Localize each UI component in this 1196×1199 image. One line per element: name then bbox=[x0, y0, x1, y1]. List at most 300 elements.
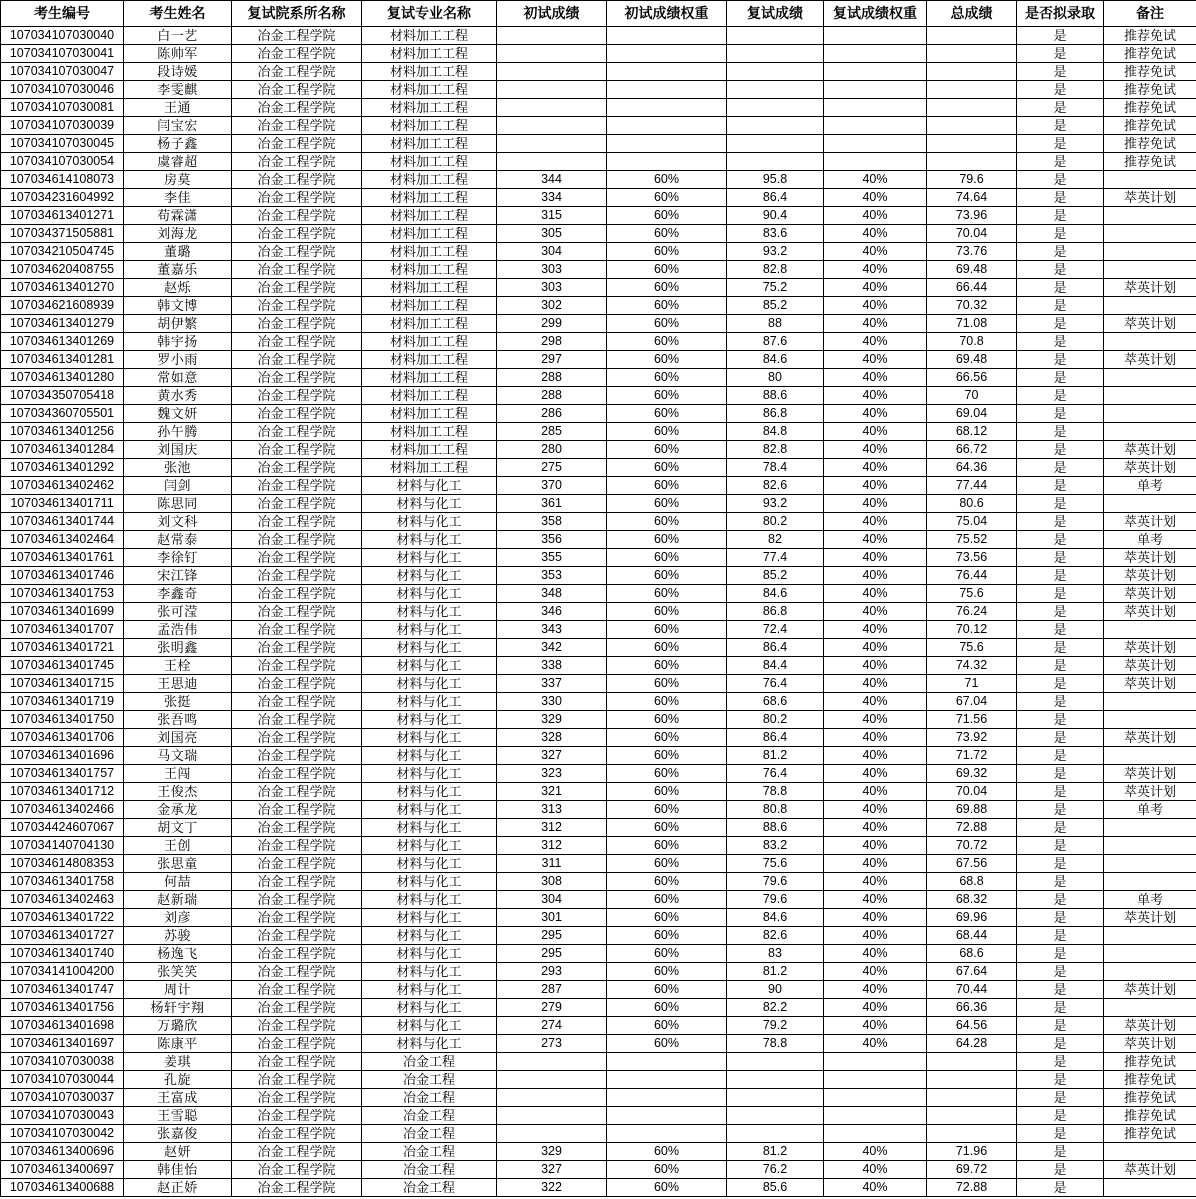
cell-department: 冶金工程学院 bbox=[232, 333, 362, 351]
cell-remarks: 萃英计划 bbox=[1104, 567, 1196, 585]
cell-retest-weight: 40% bbox=[824, 711, 927, 729]
cell-remarks: 推荐免试 bbox=[1104, 135, 1196, 153]
cell-admitted: 是 bbox=[1017, 63, 1104, 81]
cell-initial-score: 305 bbox=[497, 225, 607, 243]
cell-initial-weight: 60% bbox=[607, 819, 727, 837]
cell-remarks bbox=[1104, 873, 1196, 891]
cell-exam-number: 107034613401292 bbox=[1, 459, 124, 477]
cell-retest-weight bbox=[824, 135, 927, 153]
cell-candidate-name: 闫宝宏 bbox=[124, 117, 232, 135]
cell-admitted: 是 bbox=[1017, 1107, 1104, 1125]
cell-initial-weight: 60% bbox=[607, 747, 727, 765]
cell-candidate-name: 李徐钉 bbox=[124, 549, 232, 567]
cell-major: 冶金工程 bbox=[362, 1125, 497, 1143]
cell-candidate-name: 张可滢 bbox=[124, 603, 232, 621]
cell-initial-weight: 60% bbox=[607, 423, 727, 441]
cell-admitted: 是 bbox=[1017, 459, 1104, 477]
cell-major: 材料与化工 bbox=[362, 711, 497, 729]
cell-total-score bbox=[927, 1089, 1017, 1107]
cell-initial-score: 302 bbox=[497, 297, 607, 315]
cell-initial-score: 304 bbox=[497, 243, 607, 261]
table-row bbox=[1, 81, 1196, 99]
cell-major: 材料加工工程 bbox=[362, 441, 497, 459]
cell-initial-score: 311 bbox=[497, 855, 607, 873]
cell-initial-score bbox=[497, 1125, 607, 1143]
cell-retest-weight: 40% bbox=[824, 927, 927, 945]
cell-candidate-name: 张明鑫 bbox=[124, 639, 232, 657]
column-header-total-score: 总成绩 bbox=[927, 1, 1017, 27]
cell-admitted: 是 bbox=[1017, 153, 1104, 171]
cell-total-score: 64.56 bbox=[927, 1017, 1017, 1035]
cell-initial-weight: 60% bbox=[607, 189, 727, 207]
cell-total-score: 67.04 bbox=[927, 693, 1017, 711]
table-row bbox=[1, 513, 1196, 531]
cell-retest-weight bbox=[824, 1071, 927, 1089]
cell-initial-weight: 60% bbox=[607, 1017, 727, 1035]
cell-major: 材料与化工 bbox=[362, 855, 497, 873]
cell-initial-score: 304 bbox=[497, 891, 607, 909]
cell-remarks: 萃英计划 bbox=[1104, 315, 1196, 333]
cell-major: 冶金工程 bbox=[362, 1143, 497, 1161]
cell-admitted: 是 bbox=[1017, 621, 1104, 639]
cell-total-score: 71.72 bbox=[927, 747, 1017, 765]
table-body bbox=[1, 27, 1196, 1197]
table-row bbox=[1, 1071, 1196, 1089]
cell-initial-score: 295 bbox=[497, 927, 607, 945]
cell-exam-number: 107034613401746 bbox=[1, 567, 124, 585]
cell-initial-weight: 60% bbox=[607, 945, 727, 963]
cell-department: 冶金工程学院 bbox=[232, 783, 362, 801]
cell-total-score: 76.24 bbox=[927, 603, 1017, 621]
cell-retest-score bbox=[727, 99, 824, 117]
cell-exam-number: 107034613401756 bbox=[1, 999, 124, 1017]
cell-remarks bbox=[1104, 819, 1196, 837]
cell-retest-weight bbox=[824, 1089, 927, 1107]
cell-department: 冶金工程学院 bbox=[232, 153, 362, 171]
cell-candidate-name: 胡文丁 bbox=[124, 819, 232, 837]
cell-initial-weight: 60% bbox=[607, 1143, 727, 1161]
cell-retest-weight: 40% bbox=[824, 693, 927, 711]
cell-admitted: 是 bbox=[1017, 837, 1104, 855]
cell-major: 材料加工工程 bbox=[362, 27, 497, 45]
cell-admitted: 是 bbox=[1017, 279, 1104, 297]
cell-major: 材料与化工 bbox=[362, 693, 497, 711]
cell-exam-number: 107034107030081 bbox=[1, 99, 124, 117]
cell-remarks bbox=[1104, 945, 1196, 963]
cell-initial-weight: 60% bbox=[607, 279, 727, 297]
cell-major: 材料与化工 bbox=[362, 963, 497, 981]
cell-retest-weight: 40% bbox=[824, 297, 927, 315]
cell-initial-score: 288 bbox=[497, 387, 607, 405]
table-row bbox=[1, 1053, 1196, 1071]
cell-total-score: 66.72 bbox=[927, 441, 1017, 459]
cell-candidate-name: 张吾鸣 bbox=[124, 711, 232, 729]
cell-exam-number: 107034613401706 bbox=[1, 729, 124, 747]
cell-total-score: 71.56 bbox=[927, 711, 1017, 729]
table-row bbox=[1, 909, 1196, 927]
cell-retest-weight: 40% bbox=[824, 513, 927, 531]
cell-admitted: 是 bbox=[1017, 603, 1104, 621]
cell-department: 冶金工程学院 bbox=[232, 1071, 362, 1089]
cell-retest-score: 82 bbox=[727, 531, 824, 549]
cell-total-score: 77.44 bbox=[927, 477, 1017, 495]
cell-total-score: 67.56 bbox=[927, 855, 1017, 873]
table-row bbox=[1, 117, 1196, 135]
cell-major: 材料加工工程 bbox=[362, 207, 497, 225]
cell-exam-number: 107034613402464 bbox=[1, 531, 124, 549]
cell-initial-score: 303 bbox=[497, 261, 607, 279]
cell-remarks bbox=[1104, 207, 1196, 225]
cell-initial-weight: 60% bbox=[607, 531, 727, 549]
cell-retest-weight: 40% bbox=[824, 855, 927, 873]
cell-major: 材料与化工 bbox=[362, 909, 497, 927]
cell-total-score: 75.52 bbox=[927, 531, 1017, 549]
cell-remarks: 推荐免试 bbox=[1104, 1107, 1196, 1125]
cell-department: 冶金工程学院 bbox=[232, 549, 362, 567]
table-row bbox=[1, 747, 1196, 765]
cell-total-score bbox=[927, 27, 1017, 45]
cell-exam-number: 107034613401744 bbox=[1, 513, 124, 531]
table-row bbox=[1, 405, 1196, 423]
cell-department: 冶金工程学院 bbox=[232, 315, 362, 333]
cell-exam-number: 107034360705501 bbox=[1, 405, 124, 423]
cell-department: 冶金工程学院 bbox=[232, 621, 362, 639]
cell-initial-score: 301 bbox=[497, 909, 607, 927]
cell-candidate-name: 周计 bbox=[124, 981, 232, 999]
cell-candidate-name: 黄水秀 bbox=[124, 387, 232, 405]
cell-admitted: 是 bbox=[1017, 1071, 1104, 1089]
cell-retest-score: 76.4 bbox=[727, 675, 824, 693]
cell-major: 材料与化工 bbox=[362, 621, 497, 639]
cell-candidate-name: 陈康平 bbox=[124, 1035, 232, 1053]
cell-retest-weight: 40% bbox=[824, 477, 927, 495]
cell-total-score: 70.8 bbox=[927, 333, 1017, 351]
cell-remarks: 推荐免试 bbox=[1104, 45, 1196, 63]
cell-admitted: 是 bbox=[1017, 567, 1104, 585]
cell-retest-score bbox=[727, 117, 824, 135]
cell-initial-weight bbox=[607, 1107, 727, 1125]
cell-exam-number: 107034613401269 bbox=[1, 333, 124, 351]
cell-remarks bbox=[1104, 243, 1196, 261]
cell-remarks: 推荐免试 bbox=[1104, 27, 1196, 45]
cell-initial-weight: 60% bbox=[607, 909, 727, 927]
cell-initial-score: 288 bbox=[497, 369, 607, 387]
cell-candidate-name: 胡伊繁 bbox=[124, 315, 232, 333]
cell-department: 冶金工程学院 bbox=[232, 711, 362, 729]
cell-retest-weight: 40% bbox=[824, 531, 927, 549]
cell-admitted: 是 bbox=[1017, 369, 1104, 387]
cell-total-score: 70.04 bbox=[927, 225, 1017, 243]
cell-retest-weight: 40% bbox=[824, 459, 927, 477]
cell-initial-score: 358 bbox=[497, 513, 607, 531]
cell-initial-weight bbox=[607, 1089, 727, 1107]
cell-initial-weight: 60% bbox=[607, 459, 727, 477]
cell-retest-score: 79.6 bbox=[727, 891, 824, 909]
table-row bbox=[1, 837, 1196, 855]
cell-initial-weight: 60% bbox=[607, 1035, 727, 1053]
cell-admitted: 是 bbox=[1017, 1179, 1104, 1197]
cell-initial-score: 370 bbox=[497, 477, 607, 495]
cell-total-score: 68.8 bbox=[927, 873, 1017, 891]
cell-retest-score: 84.8 bbox=[727, 423, 824, 441]
cell-total-score: 69.88 bbox=[927, 801, 1017, 819]
cell-major: 材料加工工程 bbox=[362, 81, 497, 99]
cell-retest-score: 83 bbox=[727, 945, 824, 963]
cell-initial-score: 353 bbox=[497, 567, 607, 585]
cell-retest-score: 81.2 bbox=[727, 747, 824, 765]
cell-initial-weight bbox=[607, 135, 727, 153]
cell-exam-number: 107034107030054 bbox=[1, 153, 124, 171]
cell-total-score bbox=[927, 153, 1017, 171]
cell-exam-number: 107034141004200 bbox=[1, 963, 124, 981]
cell-total-score: 71 bbox=[927, 675, 1017, 693]
cell-initial-weight bbox=[607, 1053, 727, 1071]
cell-retest-score bbox=[727, 1071, 824, 1089]
cell-retest-weight bbox=[824, 63, 927, 81]
cell-retest-score bbox=[727, 1053, 824, 1071]
cell-initial-weight: 60% bbox=[607, 351, 727, 369]
cell-department: 冶金工程学院 bbox=[232, 693, 362, 711]
cell-initial-weight bbox=[607, 1125, 727, 1143]
cell-department: 冶金工程学院 bbox=[232, 999, 362, 1017]
cell-candidate-name: 刘彦 bbox=[124, 909, 232, 927]
cell-retest-weight: 40% bbox=[824, 225, 927, 243]
cell-retest-score: 90 bbox=[727, 981, 824, 999]
cell-initial-score bbox=[497, 117, 607, 135]
cell-admitted: 是 bbox=[1017, 1089, 1104, 1107]
cell-admitted: 是 bbox=[1017, 999, 1104, 1017]
cell-department: 冶金工程学院 bbox=[232, 909, 362, 927]
cell-retest-score: 84.6 bbox=[727, 585, 824, 603]
table-row bbox=[1, 981, 1196, 999]
cell-initial-score: 329 bbox=[497, 711, 607, 729]
cell-total-score bbox=[927, 117, 1017, 135]
cell-retest-score: 95.8 bbox=[727, 171, 824, 189]
column-header-admitted: 是否拟录取 bbox=[1017, 1, 1104, 27]
cell-retest-score: 78.8 bbox=[727, 783, 824, 801]
cell-admitted: 是 bbox=[1017, 1161, 1104, 1179]
cell-initial-score: 275 bbox=[497, 459, 607, 477]
cell-initial-weight: 60% bbox=[607, 837, 727, 855]
cell-major: 材料加工工程 bbox=[362, 423, 497, 441]
cell-total-score: 70.32 bbox=[927, 297, 1017, 315]
cell-major: 材料加工工程 bbox=[362, 117, 497, 135]
cell-candidate-name: 刘国亮 bbox=[124, 729, 232, 747]
cell-total-score: 70 bbox=[927, 387, 1017, 405]
cell-total-score bbox=[927, 1125, 1017, 1143]
cell-remarks: 萃英计划 bbox=[1104, 981, 1196, 999]
cell-admitted: 是 bbox=[1017, 801, 1104, 819]
cell-candidate-name: 张思童 bbox=[124, 855, 232, 873]
cell-admitted: 是 bbox=[1017, 1125, 1104, 1143]
cell-admitted: 是 bbox=[1017, 243, 1104, 261]
cell-retest-weight bbox=[824, 1107, 927, 1125]
cell-total-score: 72.88 bbox=[927, 1179, 1017, 1197]
cell-total-score: 70.72 bbox=[927, 837, 1017, 855]
cell-total-score: 70.04 bbox=[927, 783, 1017, 801]
cell-retest-score: 86.4 bbox=[727, 729, 824, 747]
cell-remarks bbox=[1104, 693, 1196, 711]
cell-department: 冶金工程学院 bbox=[232, 1089, 362, 1107]
cell-candidate-name: 赵妍 bbox=[124, 1143, 232, 1161]
cell-major: 材料加工工程 bbox=[362, 63, 497, 81]
cell-candidate-name: 白一艺 bbox=[124, 27, 232, 45]
cell-initial-score: 328 bbox=[497, 729, 607, 747]
cell-exam-number: 107034210504745 bbox=[1, 243, 124, 261]
cell-initial-score bbox=[497, 1071, 607, 1089]
cell-retest-weight: 40% bbox=[824, 279, 927, 297]
cell-remarks bbox=[1104, 261, 1196, 279]
cell-initial-weight: 60% bbox=[607, 675, 727, 693]
table-row bbox=[1, 459, 1196, 477]
cell-retest-weight: 40% bbox=[824, 657, 927, 675]
cell-candidate-name: 姜琪 bbox=[124, 1053, 232, 1071]
cell-initial-weight: 60% bbox=[607, 657, 727, 675]
cell-retest-weight: 40% bbox=[824, 639, 927, 657]
cell-initial-score: 303 bbox=[497, 279, 607, 297]
cell-retest-weight: 40% bbox=[824, 999, 927, 1017]
cell-department: 冶金工程学院 bbox=[232, 585, 362, 603]
cell-total-score: 66.44 bbox=[927, 279, 1017, 297]
cell-total-score: 72.88 bbox=[927, 819, 1017, 837]
cell-admitted: 是 bbox=[1017, 351, 1104, 369]
cell-retest-weight: 40% bbox=[824, 405, 927, 423]
cell-major: 材料加工工程 bbox=[362, 387, 497, 405]
cell-initial-score bbox=[497, 1089, 607, 1107]
cell-retest-weight: 40% bbox=[824, 1161, 927, 1179]
column-header-major: 复试专业名称 bbox=[362, 1, 497, 27]
cell-department: 冶金工程学院 bbox=[232, 657, 362, 675]
cell-candidate-name: 万璐欣 bbox=[124, 1017, 232, 1035]
cell-initial-score bbox=[497, 1053, 607, 1071]
cell-candidate-name: 李鑫奇 bbox=[124, 585, 232, 603]
cell-retest-score bbox=[727, 63, 824, 81]
cell-retest-weight: 40% bbox=[824, 207, 927, 225]
cell-initial-weight: 60% bbox=[607, 999, 727, 1017]
table-row bbox=[1, 927, 1196, 945]
cell-department: 冶金工程学院 bbox=[232, 837, 362, 855]
cell-initial-score: 321 bbox=[497, 783, 607, 801]
cell-retest-score: 88.6 bbox=[727, 387, 824, 405]
cell-exam-number: 107034350705418 bbox=[1, 387, 124, 405]
cell-candidate-name: 董璐 bbox=[124, 243, 232, 261]
cell-retest-weight: 40% bbox=[824, 1035, 927, 1053]
cell-major: 材料与化工 bbox=[362, 531, 497, 549]
cell-admitted: 是 bbox=[1017, 783, 1104, 801]
cell-candidate-name: 张池 bbox=[124, 459, 232, 477]
cell-remarks bbox=[1104, 999, 1196, 1017]
table-header-row bbox=[1, 1, 1196, 27]
table-row bbox=[1, 1125, 1196, 1143]
cell-remarks bbox=[1104, 963, 1196, 981]
cell-total-score: 73.76 bbox=[927, 243, 1017, 261]
cell-total-score: 69.48 bbox=[927, 351, 1017, 369]
cell-candidate-name: 常如意 bbox=[124, 369, 232, 387]
cell-remarks: 推荐免试 bbox=[1104, 63, 1196, 81]
cell-candidate-name: 苏骏 bbox=[124, 927, 232, 945]
cell-exam-number: 107034613400697 bbox=[1, 1161, 124, 1179]
cell-admitted: 是 bbox=[1017, 819, 1104, 837]
cell-major: 冶金工程 bbox=[362, 1161, 497, 1179]
cell-exam-number: 107034107030040 bbox=[1, 27, 124, 45]
cell-major: 材料与化工 bbox=[362, 495, 497, 513]
cell-initial-score: 274 bbox=[497, 1017, 607, 1035]
cell-retest-score: 86.4 bbox=[727, 639, 824, 657]
cell-initial-score bbox=[497, 135, 607, 153]
cell-retest-score: 83.6 bbox=[727, 225, 824, 243]
cell-total-score: 69.32 bbox=[927, 765, 1017, 783]
cell-retest-score: 77.4 bbox=[727, 549, 824, 567]
cell-department: 冶金工程学院 bbox=[232, 45, 362, 63]
cell-initial-score: 348 bbox=[497, 585, 607, 603]
table-row bbox=[1, 243, 1196, 261]
cell-retest-weight bbox=[824, 99, 927, 117]
table-row bbox=[1, 891, 1196, 909]
cell-candidate-name: 房莫 bbox=[124, 171, 232, 189]
cell-candidate-name: 王思迪 bbox=[124, 675, 232, 693]
cell-retest-score: 90.4 bbox=[727, 207, 824, 225]
cell-exam-number: 107034107030039 bbox=[1, 117, 124, 135]
cell-retest-weight: 40% bbox=[824, 729, 927, 747]
cell-initial-score: 327 bbox=[497, 1161, 607, 1179]
cell-retest-weight: 40% bbox=[824, 423, 927, 441]
cell-initial-weight: 60% bbox=[607, 981, 727, 999]
table-row bbox=[1, 1161, 1196, 1179]
cell-remarks: 萃英计划 bbox=[1104, 585, 1196, 603]
cell-initial-weight: 60% bbox=[607, 891, 727, 909]
cell-retest-weight: 40% bbox=[824, 981, 927, 999]
table-row bbox=[1, 963, 1196, 981]
cell-department: 冶金工程学院 bbox=[232, 369, 362, 387]
table-row bbox=[1, 333, 1196, 351]
cell-retest-score: 85.2 bbox=[727, 297, 824, 315]
cell-candidate-name: 王闯 bbox=[124, 765, 232, 783]
cell-retest-weight: 40% bbox=[824, 441, 927, 459]
cell-initial-score: 330 bbox=[497, 693, 607, 711]
cell-initial-weight bbox=[607, 99, 727, 117]
cell-department: 冶金工程学院 bbox=[232, 855, 362, 873]
cell-exam-number: 107034613401722 bbox=[1, 909, 124, 927]
cell-major: 材料与化工 bbox=[362, 549, 497, 567]
cell-department: 冶金工程学院 bbox=[232, 225, 362, 243]
cell-retest-score bbox=[727, 1107, 824, 1125]
cell-initial-score bbox=[497, 27, 607, 45]
cell-department: 冶金工程学院 bbox=[232, 1017, 362, 1035]
table-row bbox=[1, 351, 1196, 369]
cell-retest-score: 68.6 bbox=[727, 693, 824, 711]
cell-exam-number: 107034613400696 bbox=[1, 1143, 124, 1161]
cell-exam-number: 107034614808353 bbox=[1, 855, 124, 873]
cell-admitted: 是 bbox=[1017, 387, 1104, 405]
cell-remarks: 单考 bbox=[1104, 477, 1196, 495]
cell-exam-number: 107034613401758 bbox=[1, 873, 124, 891]
cell-retest-score: 82.8 bbox=[727, 261, 824, 279]
cell-retest-score: 82.2 bbox=[727, 999, 824, 1017]
cell-admitted: 是 bbox=[1017, 405, 1104, 423]
cell-department: 冶金工程学院 bbox=[232, 387, 362, 405]
cell-total-score: 75.04 bbox=[927, 513, 1017, 531]
cell-remarks bbox=[1104, 1179, 1196, 1197]
cell-remarks bbox=[1104, 225, 1196, 243]
cell-candidate-name: 杨子鑫 bbox=[124, 135, 232, 153]
table-row bbox=[1, 711, 1196, 729]
cell-exam-number: 107034107030042 bbox=[1, 1125, 124, 1143]
table-row bbox=[1, 171, 1196, 189]
column-header-retest-score: 复试成绩 bbox=[727, 1, 824, 27]
cell-department: 冶金工程学院 bbox=[232, 189, 362, 207]
cell-remarks bbox=[1104, 297, 1196, 315]
cell-exam-number: 107034613401719 bbox=[1, 693, 124, 711]
